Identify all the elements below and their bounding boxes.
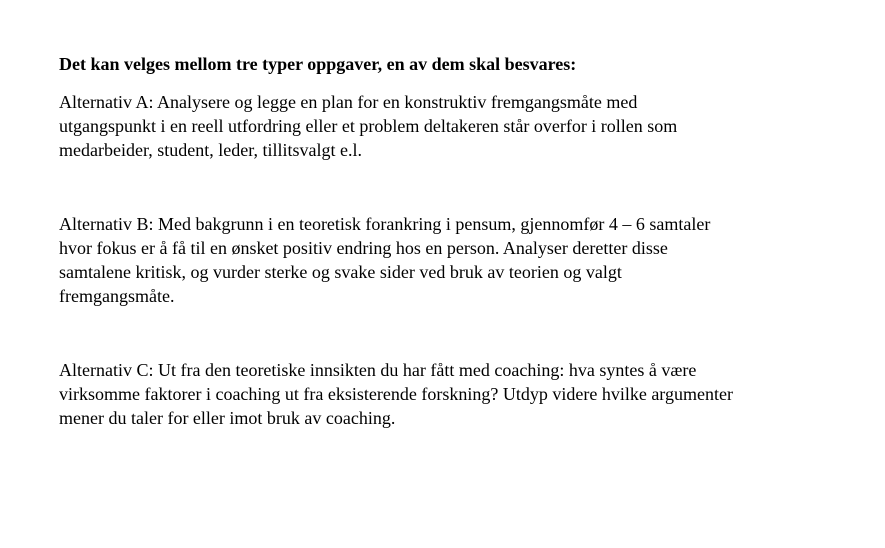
alternative-c-line: mener du taler for eller imot bruk av coaching. — [59, 408, 396, 428]
alternative-c-line: Alternativ C: Ut fra den teoretiske innsikten du har fått med coaching: hva syntes å være — [59, 360, 697, 380]
alternative-b-line: fremgangsmåte. — [59, 286, 175, 306]
alternative-c-line: virksomme faktorer i coaching ut fra eksisterende forskning? Utdyp videre hvilke argumenter — [59, 384, 733, 404]
paragraph-spacer — [59, 162, 859, 212]
alternative-a-line: Alternativ A: Analysere og legge en plan for en konstruktiv fremgangsmåte med — [59, 92, 638, 112]
alternative-b-paragraph — [59, 212, 859, 308]
alternative-b-line: samtalene kritisk, og vurder sterke og svake sider ved bruk av teorien og valgt — [59, 262, 622, 282]
alternative-b-line: Alternativ B: Med bakgrunn i en teoretisk forankring i pensum, gjennomfør 4 – 6 samtaler — [59, 214, 711, 234]
alternative-a-line: utgangspunkt i en reell utfordring eller et problem deltakeren står overfor i rollen som — [59, 116, 678, 136]
document-heading: Det kan velges mellom tre typer oppgaver, en av dem skal besvares: — [59, 54, 577, 74]
alternative-a-paragraph — [59, 90, 859, 162]
document-body — [59, 52, 859, 430]
alternative-a-line: medarbeider, student, leder, tillitsvalgt e.l. — [59, 140, 362, 160]
paragraph-spacer — [59, 308, 859, 358]
alternative-b-line: hvor fokus er å få til en ønsket positiv endring hos en person. Analyser deretter disse — [59, 238, 668, 258]
alternative-c-paragraph — [59, 358, 859, 430]
